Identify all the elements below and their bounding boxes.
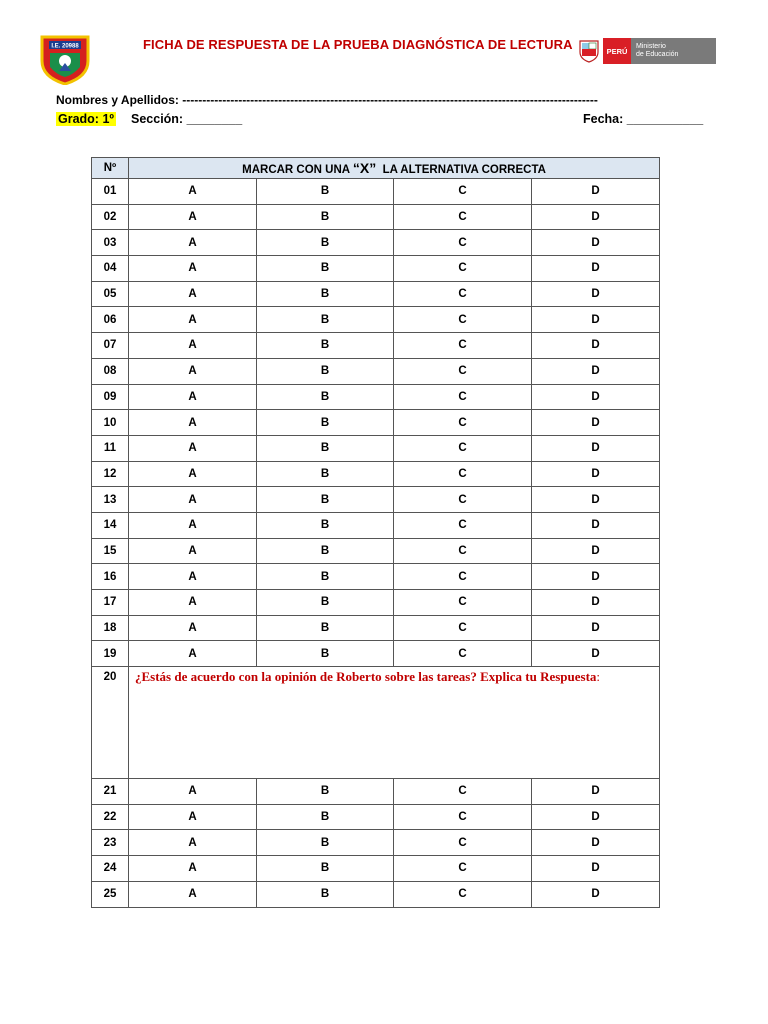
option-d-cell[interactable]: D: [532, 615, 660, 641]
option-d-cell[interactable]: D: [532, 804, 660, 830]
option-d-cell[interactable]: D: [532, 204, 660, 230]
option-a-cell[interactable]: A: [129, 410, 257, 436]
option-c-cell[interactable]: C: [394, 856, 532, 882]
option-d-cell[interactable]: D: [532, 256, 660, 282]
table-row: [92, 179, 660, 205]
option-c-cell[interactable]: C: [394, 281, 532, 307]
table-row: [92, 256, 660, 282]
option-c-cell[interactable]: C: [394, 538, 532, 564]
section-field[interactable]: Sección: ________: [131, 112, 243, 126]
row-number: 01: [92, 179, 129, 205]
option-b-cell[interactable]: B: [257, 333, 394, 359]
peru-shield-icon: [578, 39, 600, 63]
option-c-cell[interactable]: C: [394, 179, 532, 205]
option-d-cell[interactable]: D: [532, 512, 660, 538]
option-c-cell[interactable]: C: [394, 435, 532, 461]
option-b-cell[interactable]: B: [257, 384, 394, 410]
option-c-cell[interactable]: C: [394, 881, 532, 907]
option-c-cell[interactable]: C: [394, 804, 532, 830]
ministry-name: [631, 38, 716, 64]
row-number: 08: [92, 358, 129, 384]
option-a-cell[interactable]: A: [129, 333, 257, 359]
instruction-x-mark: “X”: [352, 160, 377, 176]
row-number: 09: [92, 384, 129, 410]
option-c-cell[interactable]: C: [394, 512, 532, 538]
option-a-cell[interactable]: A: [129, 779, 257, 805]
option-c-cell[interactable]: C: [394, 256, 532, 282]
option-a-cell[interactable]: A: [129, 590, 257, 616]
option-b-cell[interactable]: B: [257, 281, 394, 307]
table-row: [92, 779, 660, 805]
option-c-cell[interactable]: C: [394, 307, 532, 333]
option-d-cell[interactable]: D: [532, 410, 660, 436]
option-d-cell[interactable]: D: [532, 358, 660, 384]
grade-label: Grado: 1º: [58, 112, 114, 126]
option-d-cell[interactable]: D: [532, 307, 660, 333]
option-d-cell[interactable]: D: [532, 830, 660, 856]
option-c-cell[interactable]: C: [394, 333, 532, 359]
row-number: 23: [92, 830, 129, 856]
column-header-instruction: [129, 158, 660, 179]
option-b-cell[interactable]: B: [257, 779, 394, 805]
ministry-logo: [578, 38, 716, 64]
school-logo: [40, 33, 90, 85]
table-row: [92, 435, 660, 461]
names-field[interactable]: Nombres y Apellidos: --------------------------------------------------------------------------------------------------------: [56, 93, 598, 107]
row-number: 07: [92, 333, 129, 359]
option-d-cell[interactable]: D: [532, 538, 660, 564]
table-row: [92, 590, 660, 616]
option-d-cell[interactable]: D: [532, 281, 660, 307]
table-header-row: [92, 158, 660, 179]
option-d-cell[interactable]: D: [532, 435, 660, 461]
option-c-cell[interactable]: C: [394, 384, 532, 410]
option-a-cell[interactable]: A: [129, 564, 257, 590]
option-b-cell[interactable]: B: [257, 410, 394, 436]
option-c-cell[interactable]: C: [394, 564, 532, 590]
table-row: [92, 641, 660, 667]
option-a-cell[interactable]: A: [129, 512, 257, 538]
table-row: [92, 204, 660, 230]
option-c-cell[interactable]: C: [394, 204, 532, 230]
table-row: [92, 830, 660, 856]
option-d-cell[interactable]: D: [532, 564, 660, 590]
option-a-cell[interactable]: A: [129, 856, 257, 882]
ministry-name-line2: de Educación: [636, 51, 679, 58]
option-b-cell[interactable]: B: [257, 641, 394, 667]
option-b-cell[interactable]: B: [257, 564, 394, 590]
option-a-cell[interactable]: A: [129, 179, 257, 205]
option-b-cell[interactable]: B: [257, 590, 394, 616]
school-logo-text: I.E. 20988: [51, 43, 79, 50]
option-b-cell[interactable]: B: [257, 179, 394, 205]
option-a-cell[interactable]: A: [129, 307, 257, 333]
row-number: 06: [92, 307, 129, 333]
row-number: 15: [92, 538, 129, 564]
option-b-cell[interactable]: B: [257, 230, 394, 256]
option-d-cell[interactable]: D: [532, 461, 660, 487]
row-number: 12: [92, 461, 129, 487]
option-c-cell[interactable]: C: [394, 461, 532, 487]
option-b-cell[interactable]: B: [257, 358, 394, 384]
option-d-cell[interactable]: D: [532, 590, 660, 616]
option-a-cell[interactable]: A: [129, 615, 257, 641]
table-row: [92, 538, 660, 564]
table-row: [92, 512, 660, 538]
option-c-cell[interactable]: C: [394, 487, 532, 513]
option-d-cell[interactable]: D: [532, 179, 660, 205]
page-title: FICHA DE RESPUESTA DE LA PRUEBA DIAGNÓSTICA DE LECTURA: [143, 37, 573, 52]
option-c-cell[interactable]: C: [394, 830, 532, 856]
table-row: [92, 615, 660, 641]
option-c-cell[interactable]: C: [394, 230, 532, 256]
table-row: [92, 564, 660, 590]
row-number: 19: [92, 641, 129, 667]
option-b-cell[interactable]: B: [257, 615, 394, 641]
ministry-name-line1: Ministerio: [636, 43, 666, 50]
open-question-section: [92, 667, 660, 779]
column-header-number: Nº: [92, 158, 129, 179]
row-number: 05: [92, 281, 129, 307]
table-row: [92, 410, 660, 436]
table-row: [92, 461, 660, 487]
row-number: 03: [92, 230, 129, 256]
option-b-cell[interactable]: B: [257, 256, 394, 282]
open-question-text: ¿Estás de acuerdo con la opinión de Roberto sobre las tareas? Explica tu Respuesta: [135, 669, 597, 685]
option-a-cell[interactable]: A: [129, 881, 257, 907]
option-a-cell[interactable]: A: [129, 461, 257, 487]
option-b-cell[interactable]: B: [257, 856, 394, 882]
table-row: [92, 333, 660, 359]
answer-rows-bottom: [92, 779, 660, 907]
table-row: [92, 384, 660, 410]
table-row: [92, 881, 660, 907]
table-row: [92, 358, 660, 384]
table-row: [92, 307, 660, 333]
row-number: 21: [92, 779, 129, 805]
instruction-post: LA ALTERNATIVA CORRECTA: [376, 164, 546, 176]
table-row: [92, 856, 660, 882]
row-number: 13: [92, 487, 129, 513]
instruction-pre: MARCAR CON UNA: [242, 164, 353, 176]
option-a-cell[interactable]: A: [129, 538, 257, 564]
table-row: [92, 804, 660, 830]
option-b-cell[interactable]: B: [257, 881, 394, 907]
option-a-cell[interactable]: A: [129, 435, 257, 461]
option-c-cell[interactable]: C: [394, 779, 532, 805]
option-a-cell[interactable]: A: [129, 830, 257, 856]
row-number: 20: [92, 667, 129, 779]
row-number: 04: [92, 256, 129, 282]
option-a-cell[interactable]: A: [129, 804, 257, 830]
option-a-cell[interactable]: A: [129, 487, 257, 513]
row-number: 18: [92, 615, 129, 641]
row-number: 22: [92, 804, 129, 830]
row-number: 10: [92, 410, 129, 436]
answer-table: [91, 157, 660, 908]
date-field[interactable]: Fecha: ___________: [583, 112, 704, 126]
option-b-cell[interactable]: B: [257, 461, 394, 487]
option-d-cell[interactable]: D: [532, 230, 660, 256]
ministry-country-label: PERÚ: [603, 38, 631, 64]
answer-rows-top: [92, 179, 660, 667]
option-d-cell[interactable]: D: [532, 779, 660, 805]
option-c-cell[interactable]: C: [394, 615, 532, 641]
option-a-cell[interactable]: A: [129, 281, 257, 307]
option-a-cell[interactable]: A: [129, 230, 257, 256]
option-b-cell[interactable]: B: [257, 307, 394, 333]
open-question-colon: :: [596, 669, 601, 685]
option-b-cell[interactable]: B: [257, 487, 394, 513]
row-number: 14: [92, 512, 129, 538]
option-a-cell[interactable]: A: [129, 256, 257, 282]
option-c-cell[interactable]: C: [394, 641, 532, 667]
option-a-cell[interactable]: A: [129, 384, 257, 410]
option-d-cell[interactable]: D: [532, 384, 660, 410]
option-b-cell[interactable]: B: [257, 204, 394, 230]
option-d-cell[interactable]: D: [532, 881, 660, 907]
option-c-cell[interactable]: C: [394, 590, 532, 616]
row-number: 25: [92, 881, 129, 907]
table-row: [92, 487, 660, 513]
option-d-cell[interactable]: D: [532, 856, 660, 882]
option-b-cell[interactable]: B: [257, 538, 394, 564]
option-a-cell[interactable]: A: [129, 358, 257, 384]
open-question-row: [92, 667, 660, 779]
option-b-cell[interactable]: B: [257, 435, 394, 461]
table-row: [92, 281, 660, 307]
row-number: 16: [92, 564, 129, 590]
option-a-cell[interactable]: A: [129, 641, 257, 667]
open-question-answer-area[interactable]: [129, 667, 660, 779]
row-number: 11: [92, 435, 129, 461]
option-b-cell[interactable]: B: [257, 804, 394, 830]
option-b-cell[interactable]: B: [257, 512, 394, 538]
option-d-cell[interactable]: D: [532, 487, 660, 513]
option-c-cell[interactable]: C: [394, 358, 532, 384]
option-a-cell[interactable]: A: [129, 204, 257, 230]
option-d-cell[interactable]: D: [532, 641, 660, 667]
option-b-cell[interactable]: B: [257, 830, 394, 856]
option-c-cell[interactable]: C: [394, 410, 532, 436]
row-number: 24: [92, 856, 129, 882]
table-row: [92, 230, 660, 256]
option-d-cell[interactable]: D: [532, 333, 660, 359]
row-number: 17: [92, 590, 129, 616]
row-number: 02: [92, 204, 129, 230]
